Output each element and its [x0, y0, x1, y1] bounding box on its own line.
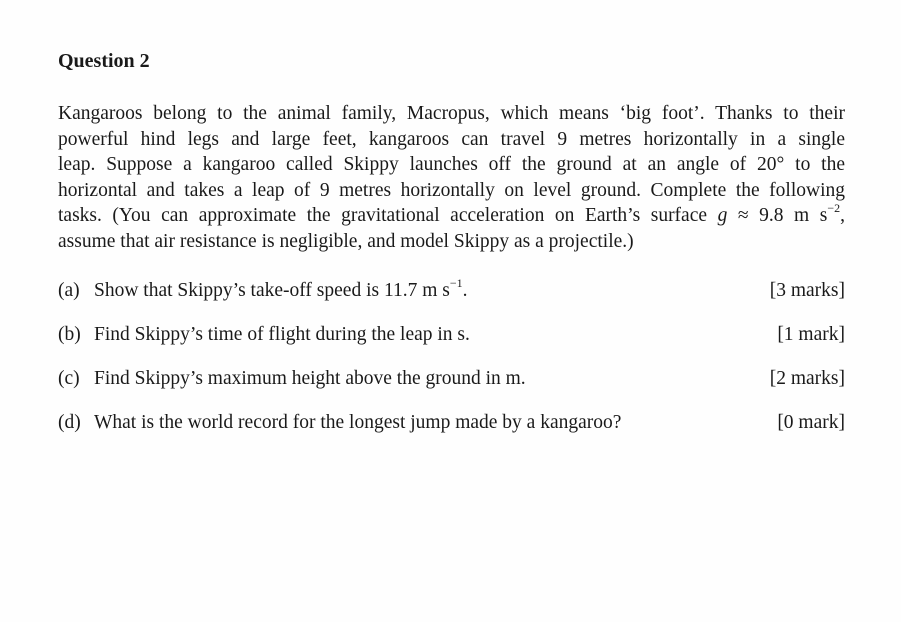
question-part-c [58, 366, 845, 410]
gravity-exponent: −2 [827, 200, 841, 215]
part-marks: [0 mark] [777, 412, 845, 433]
gravity-value: 9.8 m s [759, 205, 828, 227]
question-part-b [58, 322, 845, 366]
part-a-suffix: . [462, 280, 468, 301]
intro-line-1: Kangaroos belong to the animal family, Macropus, which means ‘big foot’. Thanks to their [58, 103, 845, 124]
intro-line-4: horizontal and takes a leap of 9 metres horizontally on level ground. Complete the following [58, 179, 845, 201]
part-label: (a) [58, 280, 80, 301]
part-a-text: Show that Skippy’s take-off speed is 11.7 m s [94, 280, 450, 301]
part-label: (d) [58, 412, 81, 433]
intro-line-3: leap. Suppose a kangaroo called Skippy launches off the ground at an angle of 20° to the [58, 154, 845, 176]
intro-line-5 [58, 200, 845, 229]
intro-line-6: assume that air resistance is negligible, and model Skippy as a projectile.) [58, 230, 634, 252]
question-title: Question 2 [58, 50, 150, 72]
part-a-exponent: −1 [449, 275, 463, 290]
gravity-expression [717, 200, 845, 227]
intro-line-5-text: tasks. (You can approximate the gravitational acceleration on Earth’s surface [58, 205, 708, 227]
part-text: Find Skippy’s time of flight during the leap in s. [94, 324, 470, 345]
gravity-symbol: g [717, 205, 728, 227]
part-marks: [3 marks] [769, 280, 845, 301]
gravity-tail: , [840, 205, 845, 227]
question-intro [58, 101, 845, 255]
part-marks: [2 marks] [769, 368, 845, 389]
question-part-d [58, 410, 845, 454]
part-text [94, 275, 468, 304]
question-parts-list [58, 275, 845, 454]
approx-symbol: ≈ [737, 205, 749, 227]
part-marks: [1 mark] [777, 324, 845, 345]
intro-line-2: powerful hind legs and large feet, kangaroos can travel 9 metres horizontally in a single [58, 128, 845, 150]
question-part-a [58, 275, 845, 322]
part-label: (c) [58, 368, 80, 389]
part-text: Find Skippy’s maximum height above the ground in m. [94, 368, 526, 389]
part-text: What is the world record for the longest jump made by a kangaroo? [94, 412, 622, 433]
part-label: (b) [58, 324, 81, 345]
